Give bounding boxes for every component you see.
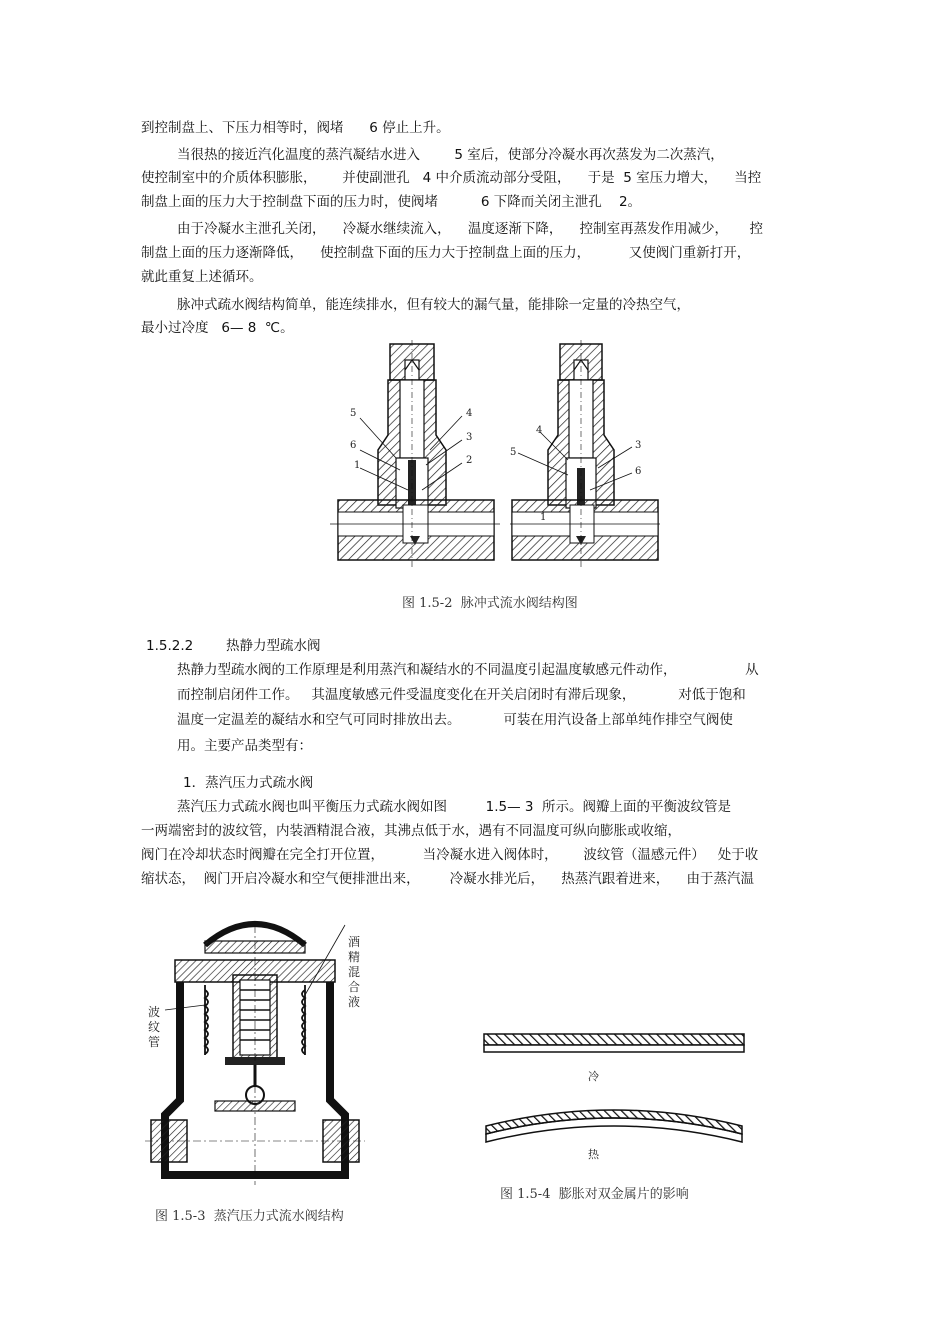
- pulse-trap-diagram-right: [510, 340, 660, 570]
- fig1-right-label-5: 5: [510, 447, 517, 458]
- bimetal-strip-cold: [482, 1030, 747, 1060]
- para5-line-4: 用。主要产品类型有：: [177, 738, 312, 754]
- fig1-right-label-1: 1: [540, 512, 547, 523]
- para6-line-3: 阀门在冷却状态时阀瓣在完全打开位置， 当冷凝水进入阀体时， 波纹管（温感元件） 处于收: [141, 847, 759, 863]
- fig4-label-cold: 冷: [588, 1070, 599, 1083]
- para5-line-3: 温度一定温差的凝结水和空气可同时排放出去。 可装在用汽设备上部单纯作排空气阀使: [177, 712, 733, 728]
- fig1-label-5: 5: [350, 408, 357, 419]
- fig4-label-hot: 热: [588, 1148, 599, 1161]
- bimetal-strip-hot: [482, 1108, 747, 1148]
- fig1-label-1: 1: [354, 460, 361, 471]
- fig1-right-label-6: 6: [635, 466, 642, 477]
- para3-line-2: 制盘上面的压力逐渐降低， 使控制盘下面的压力大于控制盘上面的压力， 又使阀门重新打开，: [141, 245, 751, 261]
- fig3-label-alcohol: 酒精混合液: [348, 935, 361, 1009]
- fig1-label-2: 2: [466, 455, 473, 466]
- para2-line-3: 制盘上面的压力大于控制盘下面的压力时，使阀堵 6 下降而关闭主泄孔 2。: [141, 194, 642, 210]
- section-title: 热静力型疏水阀: [226, 638, 321, 654]
- para4-line-2: 最小过冷度 6— 8 ℃。: [141, 320, 294, 336]
- fig1-label-6: 6: [350, 440, 357, 451]
- para6-line-2: 一两端密封的波纹管，内装酒精混合液，其沸点低于水，遇有不同温度可纵向膨胀或收缩，: [141, 823, 681, 839]
- para3-line-1: 由于冷凝水主泄孔关闭， 冷凝水继续流入， 温度逐渐下降， 控制室再蒸发作用减少， 控: [177, 221, 763, 237]
- fig1-right-label-3: 3: [635, 440, 642, 451]
- para1-line-1: 到控制盘上、下压力相等时，阀堵 6 停止上升。: [141, 120, 450, 136]
- figure3-caption: 图 1.5-3 蒸汽压力式流水阀结构: [155, 1209, 344, 1224]
- figure4-caption: 图 1.5-4 膨胀对双金属片的影响: [500, 1187, 689, 1202]
- section-number: 1.5.2.2: [146, 638, 194, 654]
- fig1-label-3: 3: [466, 432, 473, 443]
- figure1-caption: 图 1.5-2 脉冲式流水阀结构图: [402, 596, 578, 611]
- para5-line-1: 热静力型疏水阀的工作原理是利用蒸汽和凝结水的不同温度引起温度敏感元件动作， 从: [177, 662, 759, 678]
- para4-line-1: 脉冲式疏水阀结构简单，能连续排水，但有较大的漏气量，能排除一定量的冷热空气，: [177, 297, 690, 313]
- para5-line-2: 而控制启闭件工作。 其温度敏感元件受温度变化在开关启闭时有滞后现象， 对低于饱和: [177, 687, 746, 703]
- para2-line-1: 当很热的接近汽化温度的蒸汽凝结水进入 5 室后，使部分冷凝水再次蒸发为二次蒸汽，: [177, 147, 724, 163]
- fig1-label-4: 4: [466, 408, 473, 419]
- list-item-1: 1．蒸汽压力式疏水阀: [183, 775, 314, 791]
- fig1-right-label-4: 4: [536, 425, 543, 436]
- para3-line-3: 就此重复上述循环。: [141, 269, 263, 285]
- pulse-trap-diagram-left: [330, 340, 500, 570]
- steam-pressure-trap-diagram: [145, 905, 365, 1185]
- para2-line-2: 使控制室中的介质体积膨胀， 并使副泄孔 4 中介质流动部分受阻， 于是 5 室压力增大， 当控: [141, 170, 762, 186]
- para6-line-1: 蒸汽压力式疏水阀也叫平衡压力式疏水阀如图 1.5— 3 所示。阀瓣上面的平衡波纹管是: [177, 799, 732, 815]
- para6-line-4: 缩状态， 阀门开启冷凝水和空气便排泄出来， 冷凝水排光后， 热蒸汽跟着进来， 由于蒸汽温: [141, 871, 754, 887]
- fig3-label-bellows: 波纹管: [148, 1005, 161, 1049]
